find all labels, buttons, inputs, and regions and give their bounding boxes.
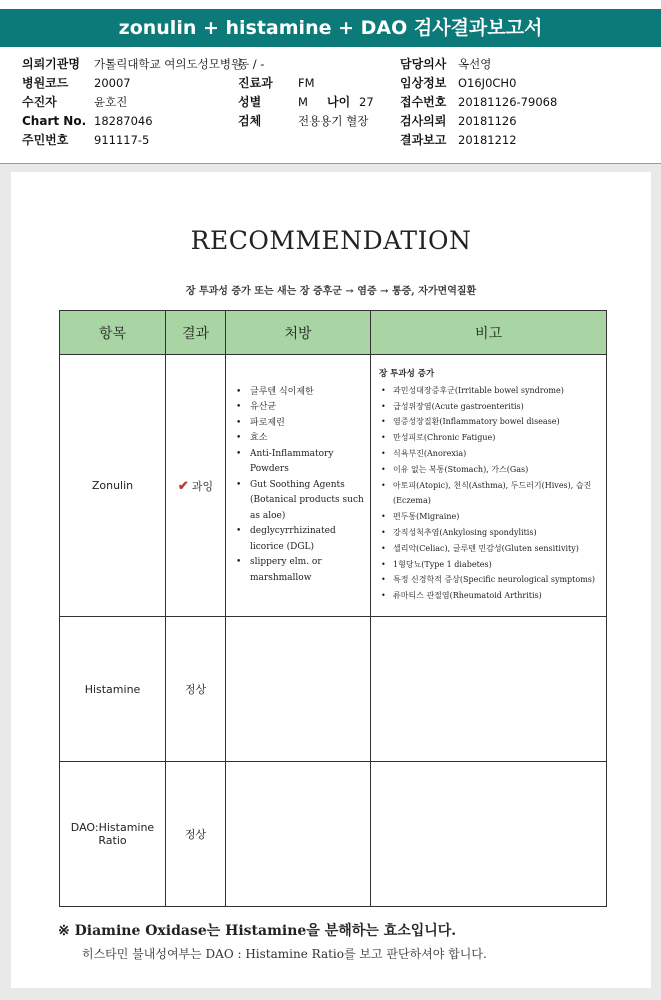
info-label: 진료과 [238,76,273,90]
result-cell [166,355,226,617]
footnote-line-1: ※ Diamine Oxidase는 Histamine을 분해하는 효소입니다. [58,923,457,939]
table-row [60,355,607,617]
list-item: • 만성피로(Chronic Fatigue) [381,430,600,446]
list-item: • 효소 [234,431,366,447]
recommendation-title: RECOMMENDATION [190,226,472,255]
list-item: • 염증성장질환(Inflammatory bowel disease) [381,414,600,430]
note-list [381,383,600,604]
info-row-receipt-no [400,93,557,112]
info-label: Chart No. [22,114,87,128]
info-value: 27 [359,95,374,109]
list-item: • 이유 없는 복통(Stomach), 가스(Gas) [381,462,600,478]
info-row-request-date [400,112,557,131]
info-value: 20181126 [458,114,517,128]
info-row-doctor [400,55,557,74]
info-label: 접수번호 [400,95,447,109]
list-item: • 급성위장염(Acute gastroenteritis) [381,399,600,415]
list-item: • deglycyrrhizinated licorice (DGL) [234,524,366,555]
info-row-report-date [400,131,557,150]
note-heading: 장 투과성 증가 [379,369,435,380]
info-row-patient [22,93,242,112]
list-item: • slippery elm. or marshmallow [234,555,366,586]
info-row-specimen [238,112,368,131]
info-value: 전용용기 혈장 [298,114,369,128]
header-prescription: 처방 [226,311,371,355]
info-label: 주민번호 [22,133,69,147]
info-value: 윤호진 [94,95,128,109]
info-label: 검체 [238,114,262,128]
recommendation-table [59,310,607,907]
header-note: 비고 [371,311,607,355]
result-value: 과잉 [191,479,214,493]
list-item: • 강직성척추염(Ankylosing spondylitis) [381,525,600,541]
table-header-row [60,311,607,355]
info-row-institution [22,55,242,74]
info-row-clinical-info [400,74,557,93]
header-item: 항목 [60,311,166,355]
list-item: • 글루텐 식이제한 [234,385,366,401]
prescription-cell [226,762,371,907]
info-label: 의뢰기관명 [22,57,80,71]
report-title: zonulin + histamine + DAO 검사결과보고서 [0,9,661,47]
item-cell: DAO:Histamine Ratio [60,762,166,907]
info-value: 옥선영 [458,57,492,71]
info-value: 가톨릭대학교 여의도성모병원 [94,57,243,71]
list-item: • 유산균 [234,400,366,416]
info-value: 20181212 [458,133,517,147]
result-cell: 정상 [166,762,226,907]
info-label: 결과보고 [400,133,447,147]
check-mark-icon: ✔ [177,478,189,494]
info-value: 20181126-79068 [458,95,558,109]
info-label: 검사의뢰 [400,114,447,128]
prescription-cell [226,617,371,762]
info-value: 911117-5 [94,133,150,147]
info-row-chart-no [22,112,242,131]
info-label: 임상정보 [400,76,447,90]
info-label: 성별 [238,95,262,109]
info-value: FM [298,76,315,90]
info-label: 담당의사 [400,57,447,71]
footnote-line-2: 히스타민 불내성여부는 DAO : Histamine Ratio를 보고 판단하셔야 합니다. [82,947,487,961]
institution-extra: 동 / - [238,57,265,71]
note-cell [371,762,607,907]
patient-info-column-3 [400,55,557,150]
patient-info-column-1 [22,55,242,150]
info-label: 병원코드 [22,76,69,90]
list-item: • 류마티스 관절염(Rheumatoid Arthritis) [381,588,600,604]
header-result: 결과 [166,311,226,355]
list-item: • 특정 신경학적 증상(Specific neurological symptoms) [381,572,600,588]
item-cell: Zonulin [60,355,166,617]
note-cell [371,617,607,762]
recommendation-subtitle: 장 투과성 증가 또는 새는 장 증후군 → 염증 → 통증, 자가면역질환 [185,286,477,297]
list-item: • Anti-Inflammatory Powders [234,447,366,478]
item-cell: Histamine [60,617,166,762]
info-row-department [238,74,368,93]
info-value: 20007 [94,76,131,90]
table-row [60,762,607,907]
list-item: • 과민성대장증후군(Irritable bowel syndrome) [381,383,600,399]
prescription-cell [226,355,371,617]
prescription-list [234,385,366,587]
list-item: • Gut Soothing Agents (Botanical products such as aloe) [234,478,366,525]
info-row-age [327,93,374,112]
info-value: 18287046 [94,114,153,128]
list-item: • 아토피(Atopic), 천식(Asthma), 두드러기(Hives), 습진(Eczema) [381,478,600,510]
info-label: 수진자 [22,95,57,109]
list-item: • 1형당뇨(Type 1 diabetes) [381,557,600,573]
note-cell [371,355,607,617]
table-row [60,617,607,762]
info-value: O16J0CH0 [458,76,517,90]
list-item: • 셀리악(Celiac), 글루텐 민감성(Gluten sensitivity) [381,541,600,557]
info-row-hospital-code [22,74,242,93]
list-item: • 식욕부진(Anorexia) [381,446,600,462]
list-item: • 편두통(Migraine) [381,509,600,525]
info-row-resident-no [22,131,242,150]
list-item: • 파로제린 [234,416,366,432]
info-value: M [298,95,308,109]
info-label: 나이 [327,95,351,109]
result-cell: 정상 [166,617,226,762]
